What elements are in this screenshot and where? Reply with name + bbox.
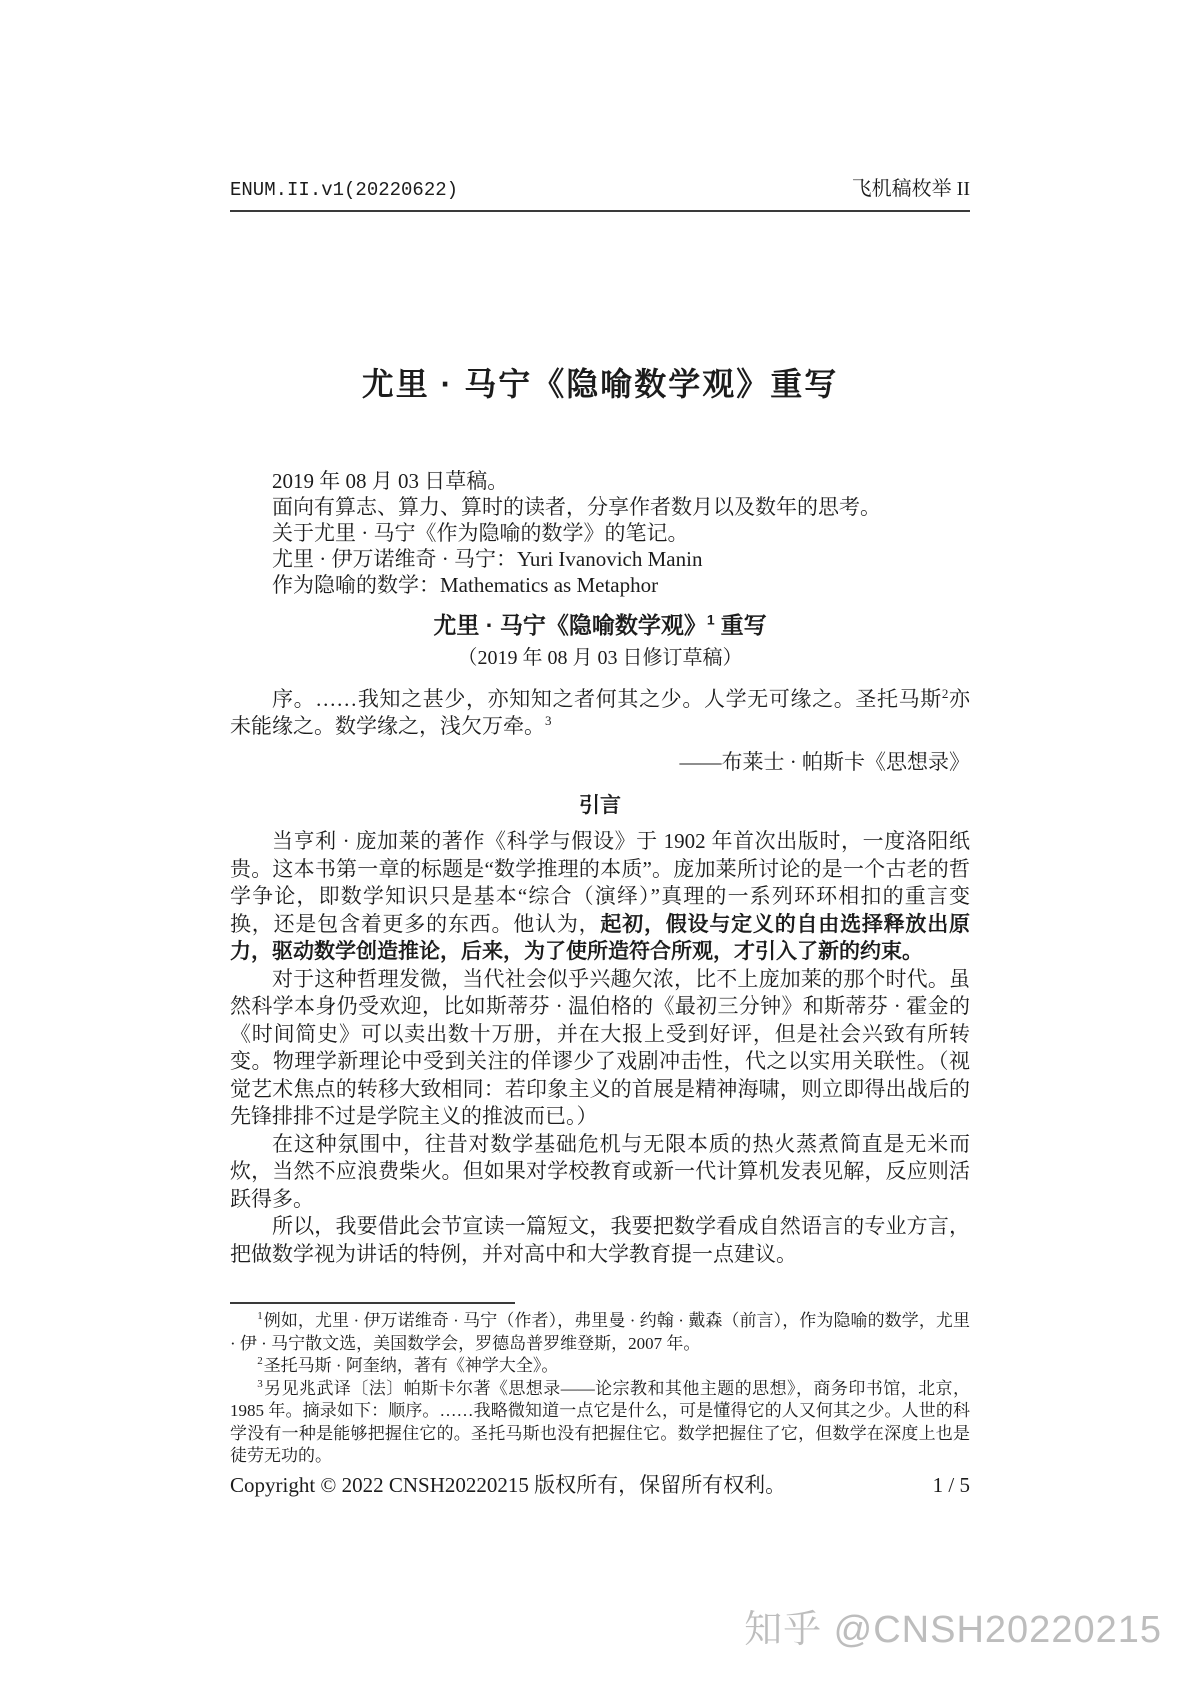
- footnote-text: 圣托马斯 · 阿奎纳，著有《神学大全》。: [263, 1356, 559, 1375]
- subtitle-text-tail: 重写: [720, 612, 767, 638]
- epigraph-text: 序。……我知之甚少，亦知知之者何其之少。人学无可缘之。圣托马斯: [272, 687, 942, 711]
- intro-block: [230, 468, 970, 598]
- paragraph: [230, 828, 970, 966]
- paragraph-emphasis: 起初，假设与定义的自由选择释放出原力，驱动数学创造推论，后来，为了使所造符合所观，才引入了新的约束。: [230, 912, 971, 963]
- footnote: [230, 1355, 970, 1378]
- document-title: 尤里 · 马宁《隐喻数学观》重写: [361, 366, 839, 402]
- footnote-ref-1: 1: [706, 611, 715, 628]
- intro-line: 作为隐喻的数学：Mathematics as Metaphor: [272, 573, 659, 597]
- paragraph: 在这种氛围中，往昔对数学基础危机与无限本质的热火蒸煮简直是无米而炊，当然不应浪费柴火。但如果对学校教育或新一代计算机发表见解，反应则活跃得多。: [230, 1131, 970, 1211]
- footnote-area: [230, 1302, 970, 1468]
- epigraph-text: 亦未能缘之。数学缘之，浅欠万牵。: [230, 687, 971, 738]
- copyright-notice: Copyright © 2022 CNSH20220215 版权所有，保留所有权利。: [230, 1473, 787, 1497]
- footnote-separator-rule: [230, 1302, 515, 1304]
- paragraph: 对于这种哲理发微，当代社会似乎兴趣欠浓，比不上庞加莱的那个时代。虽然科学本身仍受欢迎，比如斯蒂芬 · 温伯格的《最初三分钟》和斯蒂芬 · 霍金的《时间简史》可以卖出数十万册，并在大报上受到好评，但是社会兴致有所转变。物理学新理论中受到关注的佯谬少了戏剧冲击性，代之以实用关联性。（视觉艺术焦点的转移大致相同：若印象主义的首展是精神海啸，则立即得出战后的先锋排排不过是学院主义的推波而已。）: [230, 966, 970, 1128]
- footnote: [230, 1378, 970, 1468]
- intro-line: 面向有算志、算力、算时的读者，分享作者数月以及数年的思考。: [272, 495, 881, 519]
- footnote-number: 1: [257, 1310, 263, 1323]
- page-footer: [230, 1472, 970, 1499]
- footnote: [230, 1310, 970, 1355]
- footnote-number: 2: [257, 1355, 263, 1368]
- subtitle-text: 尤里 · 马宁《隐喻数学观》: [433, 612, 707, 638]
- epigraph-attribution: ——布莱士 · 帕斯卡《思想录》: [679, 750, 970, 774]
- header-rule: [230, 210, 970, 212]
- paragraph-text: 当亨利 · 庞加莱的著作《科学与假设》于 1902 年首次出版时，一度洛阳纸贵。这本书第一章的标题是“数学推理的本质”。庞加莱所讨论的是一个古老的哲学争论，即数学知识只是基本“综合（演绎）”真理的一系列环环相扣的重言变换，还是包含着更多的东西。他认为，: [230, 829, 970, 936]
- page-header: [230, 178, 970, 201]
- footnote-text: 另见兆武译〔法〕帕斯卡尔著《思想录——论宗教和其他主题的思想》，商务印书馆，北京，1985 年。摘录如下：顺序。……我略微知道一点它是什么，可是懂得它的人又何其之少。人世的科学没有一种是能够把握住它的。圣托马斯也没有把握住它。数学把握住了它，但数学在深度上也是徒劳无功的。: [230, 1378, 970, 1465]
- intro-line: 2019 年 08 月 03 日草稿。: [272, 469, 509, 493]
- intro-line: 关于尤里 · 马宁《作为隐喻的数学》的笔记。: [272, 521, 689, 545]
- intro-line: 尤里 · 伊万诺维奇 · 马宁：Yuri Ivanovich Manin: [272, 547, 703, 571]
- footnote-ref-2: 2: [941, 686, 949, 701]
- body-copy: [230, 828, 970, 1268]
- epigraph-quote: [230, 686, 970, 740]
- header-version-label: ENUM.II.v1(20220622): [230, 179, 459, 201]
- article-subtitle: [230, 610, 970, 640]
- zhihu-watermark: 知乎 @CNSH20220215: [744, 1609, 1162, 1651]
- footnote-number: 3: [257, 1377, 263, 1390]
- page-number: 1 / 5: [932, 1473, 970, 1497]
- footnote-ref-3: 3: [545, 713, 552, 728]
- section-heading-introduction: 引言: [579, 794, 621, 817]
- subtitle-date: （2019 年 08 月 03 日修订草稿）: [457, 647, 743, 669]
- footnote-text: 例如，尤里 · 伊万诺维奇 · 马宁（作者），弗里曼 · 约翰 · 戴森（前言），作为隐喻的数学，尤里 · 伊 · 马宁散文选，美国数学会，罗德岛普罗维登斯，2007 年。: [230, 1311, 970, 1353]
- paragraph: 所以，我要借此会节宣读一篇短文，我要把数学看成自然语言的专业方言，把做数学视为讲话的特例，并对高中和大学教育提一点建议。: [230, 1214, 970, 1266]
- header-running-title: 飞机稿枚举 II: [851, 178, 970, 200]
